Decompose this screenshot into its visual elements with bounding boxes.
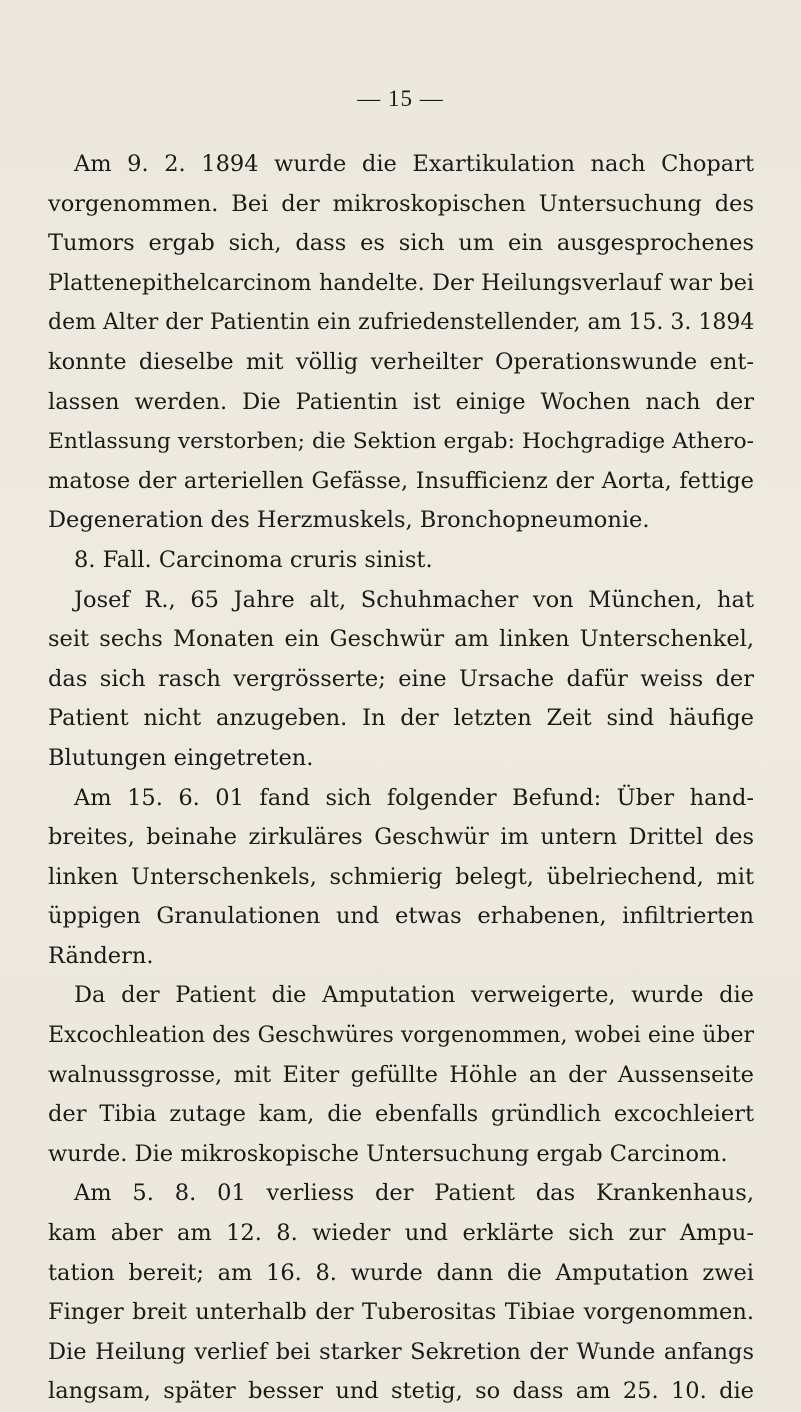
- text-line: konnte dieselbe mit völlig verheilter Operationswunde ent-: [48, 348, 754, 375]
- text-line: Josef R., 65 Jahre alt, Schuhmacher von München, hat: [74, 586, 754, 613]
- text-line: langsam, später besser und stetig, so dass am 25. 10. die: [48, 1378, 754, 1405]
- text-line: das sich rasch vergrösserte; eine Ursache dafür weiss der: [48, 665, 754, 692]
- text-line: Am 9. 2. 1894 wurde die Exartikulation nach Chopart: [74, 151, 754, 177]
- text-line: lassen werden. Die Patientin ist einige Wochen nach der: [48, 388, 754, 415]
- text-line: Rändern.: [48, 942, 154, 969]
- text-line: dem Alter der Patientin ein zufriedenstellender, am 15. 3. 1894: [48, 310, 755, 336]
- text-line: Am 5. 8. 01 verliess der Patient das Krankenhaus,: [74, 1180, 754, 1207]
- text-line: vorgenommen. Bei der mikroskopischen Untersuchung des: [48, 190, 754, 217]
- text-line: Finger breit unterhalb der Tuberositas Tibiae vorgenommen.: [48, 1299, 754, 1326]
- text-line: Die Heilung verlief bei starker Sekretion der Wunde anfangs: [48, 1338, 754, 1365]
- text-line: breites, beinahe zirkuläres Geschwür im untern Drittel des: [48, 824, 754, 851]
- text-line: Patient nicht anzugeben. In der letzten Zeit sind häufige: [48, 705, 754, 732]
- text-line: kam aber am 12. 8. wieder und erklärte sich zur Ampu-: [48, 1220, 754, 1247]
- text-line: Da der Patient die Amputation verweigerte, wurde die: [74, 982, 754, 1009]
- text-line: Excochleation des Geschwüres vorgenommen, wobei eine über: [48, 1023, 754, 1049]
- text-line: Entlassung verstorben; die Sektion ergab: Hochgradige Athero-: [48, 429, 754, 455]
- text-line: tation bereit; am 16. 8. wurde dann die Amputation zwei: [48, 1259, 754, 1286]
- text-line: Degeneration des Herzmuskels, Bronchopneumonie.: [48, 507, 650, 534]
- text-line: linken Unterschenkels, schmierig belegt, übelriechend, mit: [48, 863, 754, 890]
- text-line: Tumors ergab sich, dass es sich um ein ausgesprochenes: [48, 230, 754, 257]
- body-text: [48, 145, 754, 1412]
- text-line: Blutungen eingetreten.: [48, 744, 314, 771]
- text-line: üppigen Granulationen und etwas erhabenen, infiltrierten: [48, 903, 754, 930]
- text-line: 8. Fall. Carcinoma cruris sinist.: [74, 546, 433, 573]
- text-line: matose der arteriellen Gefässe, Insufficienz der Aorta, fettige: [48, 467, 754, 494]
- text-line: seit sechs Monaten ein Geschwür am linken Unterschenkel,: [48, 626, 754, 653]
- text-line: wurde. Die mikroskopische Untersuchung ergab Carcinom.: [48, 1140, 728, 1167]
- text-line: der Tibia zutage kam, die ebenfalls gründlich excochleiert: [48, 1101, 754, 1128]
- text-line: Plattenepithelcarcinom handelte. Der Heilungsverlauf war bei: [48, 269, 754, 296]
- page-number: — 15 —: [357, 86, 444, 111]
- text-line: Am 15. 6. 01 fand sich folgender Befund: Über hand-: [74, 784, 754, 811]
- text-line: walnussgrosse, mit Eiter gefüllte Höhle an der Aussenseite: [48, 1061, 754, 1088]
